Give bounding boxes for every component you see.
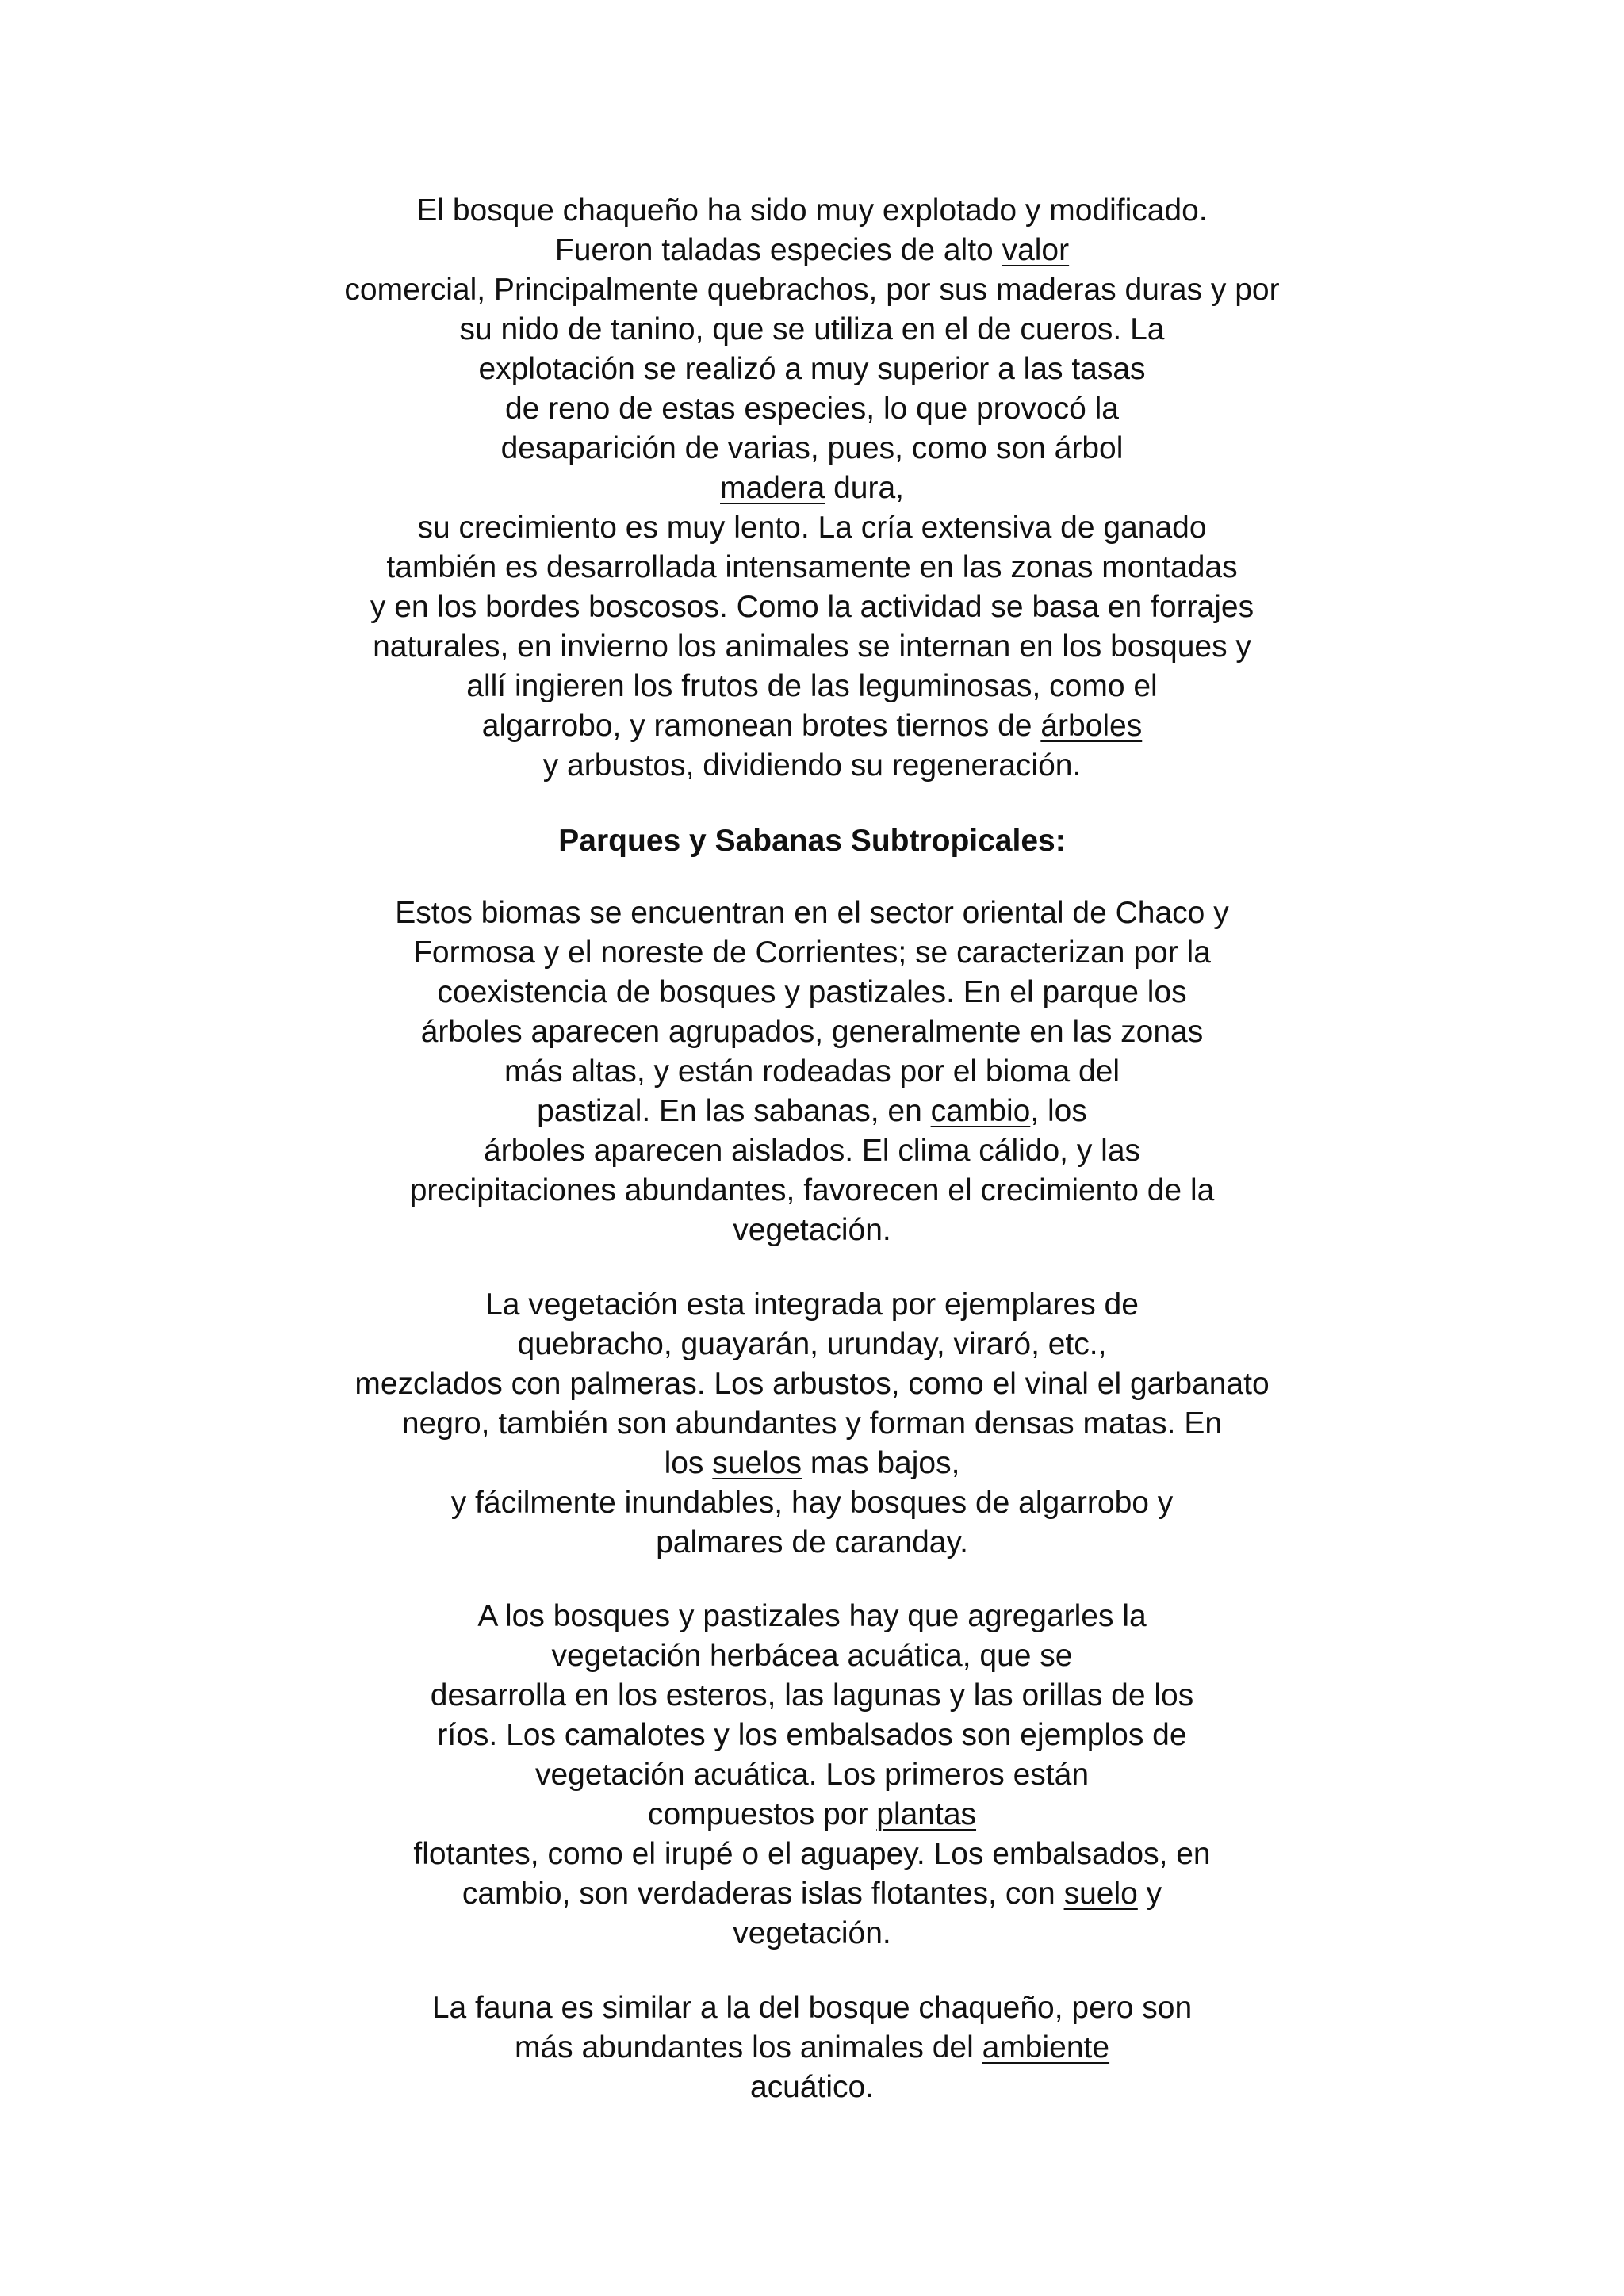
text-line [0, 821, 1624, 861]
underlined-word: árboles [1040, 709, 1143, 743]
text-line [0, 350, 1624, 389]
text-line [0, 1092, 1624, 1131]
text-line [0, 548, 1624, 587]
text-line [0, 508, 1624, 548]
text-segment: vegetación. [733, 1916, 891, 1950]
text-segment: dura, [825, 471, 904, 505]
text-line [0, 1171, 1624, 1211]
text-segment: El bosque chaqueño ha sido muy explotado y modificado. [416, 193, 1208, 228]
text-line [0, 933, 1624, 973]
text-segment: Parques y Sabanas Subtropicales: [558, 824, 1066, 858]
text-segment: cambio, son verdaderas islas flotantes, con [462, 1877, 1064, 1911]
text-line [0, 1325, 1624, 1364]
text-segment: Formosa y el noreste de Corrientes; se caracterizan por la [413, 936, 1211, 970]
text-segment: árboles aparecen aislados. El clima cálido, y las [483, 1134, 1141, 1168]
text-segment: La vegetación esta integrada por ejemplares de [485, 1288, 1139, 1322]
text-segment: vegetación acuática. Los primeros están [534, 1758, 1090, 1792]
text-line [0, 1597, 1624, 1636]
text-segment: allí ingieren los frutos de las leguminosas, como el [466, 669, 1158, 703]
text-line [0, 1285, 1624, 1325]
text-line [0, 389, 1624, 429]
text-line [0, 1988, 1624, 2028]
text-segment: su crecimiento es muy lento. La cría extensiva de ganado [417, 511, 1207, 545]
text-line [0, 469, 1624, 508]
text-line [0, 1914, 1624, 1954]
text-segment: más altas, y están rodeadas por el bioma del [504, 1054, 1120, 1089]
text-segment: y arbustos, dividiendo su regeneración. [542, 748, 1082, 783]
text-segment: vegetación. [733, 1213, 891, 1247]
text-line [0, 429, 1624, 469]
text-segment: y fácilmente inundables, hay bosques de algarrobo y [450, 1486, 1174, 1520]
text-line [0, 191, 1624, 231]
text-segment: y en los bordes boscosos. Como la actividad se basa en forrajes [370, 590, 1254, 624]
underlined-word: cambio [930, 1094, 1031, 1128]
underlined-word: valor [1002, 233, 1070, 267]
text-line [0, 1211, 1624, 1250]
text-segment: más abundantes los animales del [514, 2030, 982, 2064]
text-segment: desarrolla en los esteros, las lagunas y las orillas de los [430, 1678, 1194, 1712]
text-segment: desaparición de varias, pues, como son árbol [500, 431, 1124, 465]
paragraph-explotacion-bosque [0, 191, 1624, 786]
paragraph-vegetacion [0, 1285, 1624, 1563]
section-heading [0, 821, 1624, 861]
text-line [0, 667, 1624, 706]
text-line [0, 587, 1624, 627]
text-line [0, 1795, 1624, 1835]
text-segment: mezclados con palmeras. Los arbustos, como el vinal el garbanato [354, 1367, 1270, 1401]
text-segment: precipitaciones abundantes, favorecen el crecimiento de la [409, 1173, 1215, 1207]
text-line [0, 1444, 1624, 1483]
text-line [0, 1523, 1624, 1563]
text-line [0, 1052, 1624, 1092]
text-segment: pastizal. En las sabanas, en [537, 1094, 931, 1128]
text-line [0, 746, 1624, 786]
paragraph-fauna [0, 1988, 1624, 2107]
text-segment: flotantes, como el irupé o el aguapey. Los embalsados, en [413, 1837, 1211, 1871]
text-segment: explotación se realizó a muy superior a las tasas [478, 352, 1146, 386]
text-line [0, 2068, 1624, 2107]
text-line [0, 2028, 1624, 2068]
text-segment: acuático. [749, 2070, 875, 2104]
text-line [0, 270, 1624, 310]
underlined-word: suelo [1063, 1877, 1138, 1911]
text-line [0, 1404, 1624, 1444]
text-segment: ríos. Los camalotes y los embalsados son ejemplos de [437, 1718, 1187, 1752]
underlined-word: plantas [876, 1797, 977, 1831]
text-segment: algarrobo, y ramonean brotes tiernos de [481, 709, 1041, 743]
text-segment: palmares de caranday. [656, 1525, 968, 1559]
text-segment: Estos biomas se encuentran en el sector oriental de Chaco y [395, 896, 1229, 930]
text-line [0, 1636, 1624, 1676]
text-segment: compuestos por [647, 1797, 877, 1831]
text-segment: y [1137, 1877, 1162, 1911]
text-line [0, 1483, 1624, 1523]
text-segment: comercial, Principalmente quebrachos, por sus maderas duras y por [344, 273, 1280, 307]
text-line [0, 231, 1624, 270]
text-line [0, 894, 1624, 933]
text-segment: Fueron taladas especies de alto [554, 233, 1002, 267]
text-segment: también es desarrollada intensamente en las zonas montadas [386, 550, 1238, 584]
text-line [0, 1835, 1624, 1874]
text-line [0, 1131, 1624, 1171]
text-line [0, 706, 1624, 746]
text-line [0, 1716, 1624, 1755]
text-segment: coexistencia de bosques y pastizales. En el parque los [437, 975, 1187, 1009]
text-segment: , los [1030, 1094, 1087, 1128]
underlined-word: suelos [712, 1446, 802, 1480]
text-segment: mas bajos, [802, 1446, 960, 1480]
text-line [0, 1874, 1624, 1914]
text-segment: La fauna es similar a la del bosque chaqueño, pero son [431, 1991, 1193, 2025]
text-segment: A los bosques y pastizales hay que agregarles la [477, 1599, 1147, 1633]
text-segment: vegetación herbácea acuática, que se [551, 1639, 1073, 1673]
text-segment: de reno de estas especies, lo que provocó la [504, 392, 1119, 426]
text-segment: negro, también son abundantes y forman densas matas. En [401, 1406, 1223, 1441]
text-segment: naturales, en invierno los animales se internan en los bosques y [373, 629, 1251, 664]
text-line [0, 310, 1624, 350]
text-line [0, 1676, 1624, 1716]
text-line [0, 1364, 1624, 1404]
text-line [0, 1012, 1624, 1052]
underlined-word: ambiente [982, 2030, 1110, 2064]
paragraph-vegetacion-acuatica [0, 1597, 1624, 1954]
text-line [0, 973, 1624, 1012]
text-segment: su nido de tanino, que se utiliza en el de cueros. La [459, 312, 1165, 346]
text-segment: quebracho, guayarán, urunday, viraró, etc., [517, 1327, 1107, 1361]
text-segment: árboles aparecen agrupados, generalmente en las zonas [420, 1015, 1204, 1049]
text-segment: los [664, 1446, 713, 1480]
text-line [0, 627, 1624, 667]
text-line [0, 1755, 1624, 1795]
underlined-word: madera [720, 471, 825, 505]
paragraph-biomas [0, 894, 1624, 1250]
